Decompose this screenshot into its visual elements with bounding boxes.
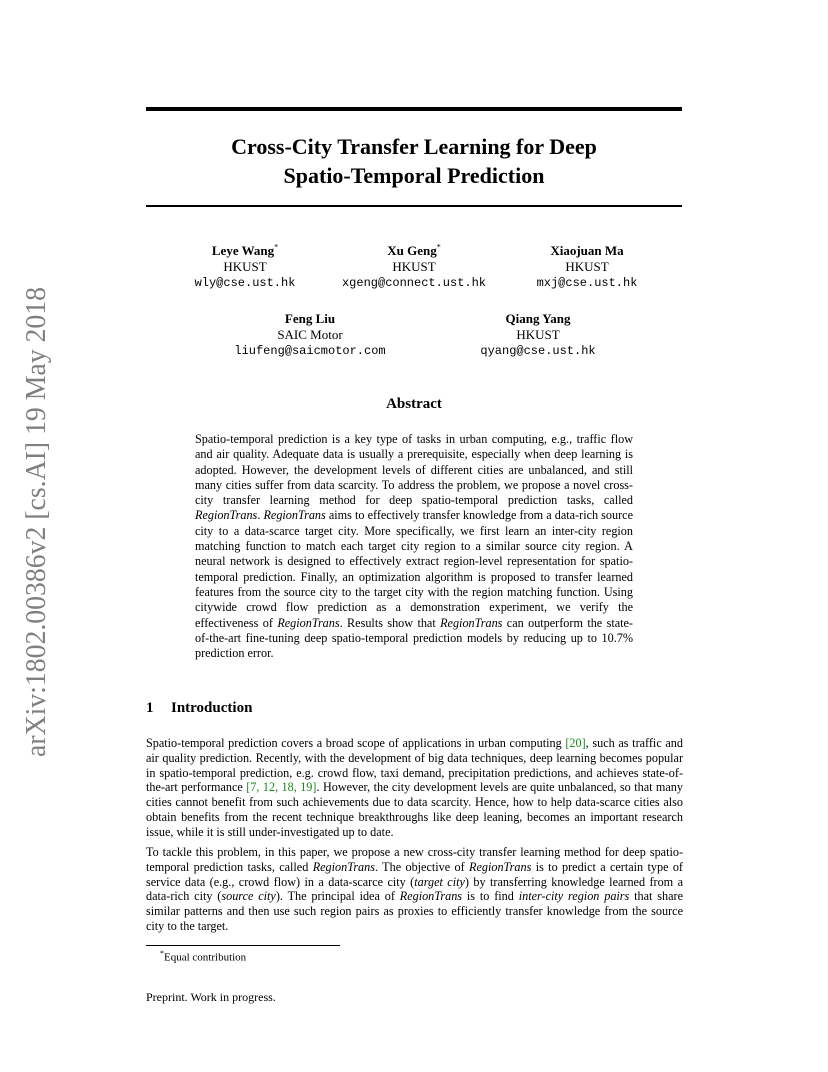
paragraph-text: . However, the city development levels are quite unbalanced, so that many cities cannot benefit from such achievements due to data scarcity. Hence, how to help data-scarce cities also obtain benefits from the recent technique breakthroughs like deep leaning, becomes an important research issue, while it is still under-investigated up to date. bbox=[146, 780, 683, 839]
footnote-rule bbox=[146, 945, 340, 946]
author-block bbox=[512, 243, 662, 291]
method-name: RegionTrans bbox=[312, 859, 375, 874]
method-name: RegionTrans bbox=[469, 859, 532, 874]
term-emphasis: target city bbox=[414, 874, 465, 889]
section-title: Introduction bbox=[171, 700, 253, 716]
method-name: RegionTrans bbox=[277, 615, 340, 630]
abstract-heading: Abstract bbox=[386, 396, 442, 412]
title-line-2: Spatio-Temporal Prediction bbox=[283, 163, 545, 188]
author-mark: * bbox=[436, 242, 441, 252]
abstract-text-part: Spatio-temporal prediction is a key type of tasks in urban computing, e.g., traffic flow and air quality. Adequate data is usually a prerequisite, especially when deep learning is adopted. However, the development levels of different cities are unbalanced, and still many cities suffer from data scarcity. To address the problem, we propose a novel cross-city transfer learning method for deep spatio-temporal prediction tasks, called bbox=[195, 432, 633, 508]
abstract-text-part: aims to effectively transfer knowledge from a data-rich source city to a data-scarce target city. More specifically, we first learn an inter-city region matching function to match each target city region to a similar source city region. A neural network is designed to effectively extract region-level representation for spatio-temporal prediction. Finally, an optimization algorithm is proposed to transfer learned features from the source city to the target city with the region matching function. Using citywide crowd flow prediction as a demonstration experiment, we verify the effectiveness of bbox=[195, 508, 633, 630]
author-affiliation: HKUST bbox=[392, 259, 436, 274]
intro-paragraph-1 bbox=[146, 736, 683, 840]
method-name: RegionTrans bbox=[263, 508, 326, 523]
author-block bbox=[175, 243, 315, 291]
paragraph-text: , such as traffic and air quality prediction. Recently, with the development of big data techniques, deep learning becomes popular in spatio-temporal prediction, e.g. crowd flow, taxi demand, precipitation predictions, and achieves state-of-the-art performance bbox=[146, 736, 683, 795]
abstract-text-part: . Results show that bbox=[339, 615, 441, 630]
author-email: qyang@cse.ust.hk bbox=[480, 344, 596, 358]
author-block bbox=[225, 311, 395, 359]
author-affiliation: HKUST bbox=[223, 259, 267, 274]
author-email: wly@cse.ust.hk bbox=[194, 276, 296, 290]
paragraph-text: ). The principal idea of bbox=[275, 889, 400, 904]
author-name: Xiaojuan Ma bbox=[550, 243, 624, 258]
footnote-mark: * bbox=[160, 949, 164, 958]
paragraph-text: Spatio-temporal prediction covers a broad scope of applications in urban computing bbox=[146, 736, 566, 750]
arxiv-stamp-graphic bbox=[20, 287, 54, 757]
title-bottom-rule bbox=[146, 205, 682, 207]
method-name: RegionTrans bbox=[195, 508, 258, 523]
title-line-1: Cross-City Transfer Learning for Deep bbox=[231, 134, 597, 159]
author-name: Qiang Yang bbox=[505, 311, 571, 326]
author-email: liufeng@saicmotor.com bbox=[234, 344, 386, 358]
citation-link[interactable]: [7, 12, 18, 19] bbox=[246, 780, 317, 795]
intro-paragraph-2 bbox=[146, 845, 683, 934]
arxiv-stamp bbox=[20, 287, 54, 757]
author-block bbox=[468, 311, 608, 359]
paragraph-text: is to find bbox=[462, 889, 519, 904]
section-heading bbox=[146, 700, 252, 717]
author-name: Xu Geng bbox=[387, 243, 437, 258]
preprint-note: Preprint. Work in progress. bbox=[146, 990, 276, 1004]
term-emphasis: source city bbox=[221, 889, 276, 904]
abstract-text bbox=[195, 432, 633, 661]
author-affiliation: SAIC Motor bbox=[277, 327, 343, 342]
method-name: RegionTrans bbox=[440, 615, 503, 630]
citation-link[interactable]: [20] bbox=[565, 736, 586, 750]
footnote-text: Equal contribution bbox=[164, 951, 247, 964]
paragraph-text: that share similar patterns and then use such region pairs as proxies to efficiently transfer knowledge from the source city to the target. bbox=[146, 889, 683, 933]
paragraph-text: . The objective of bbox=[375, 859, 470, 874]
author-affiliation: HKUST bbox=[516, 327, 560, 342]
author-name: Leye Wang bbox=[211, 243, 275, 258]
paragraph-text: To tackle this problem, in this paper, we propose a new cross-city transfer learning method for deep spatio-temporal prediction tasks, called bbox=[146, 845, 683, 874]
author-name: Feng Liu bbox=[284, 311, 336, 326]
top-rule bbox=[146, 107, 682, 111]
paragraph-text: is to predict a certain type of service data (e.g., crowd flow) in a data-scarce city ( bbox=[146, 859, 683, 889]
method-name: RegionTrans bbox=[399, 889, 463, 904]
author-mark: * bbox=[274, 242, 279, 252]
footnote bbox=[160, 949, 246, 964]
paragraph-text: ) by transferring knowledge learned from a data-rich city ( bbox=[146, 874, 683, 904]
author-email: mxj@cse.ust.hk bbox=[536, 276, 638, 290]
abstract-text-part: can outperform the state-of-the-art fine-tuning deep spatio-temporal prediction models by reducing up to 10.7% prediction error. bbox=[195, 615, 633, 661]
paper-title bbox=[146, 132, 682, 190]
term-emphasis: inter-city region pairs bbox=[518, 889, 630, 904]
author-affiliation: HKUST bbox=[565, 259, 609, 274]
author-block bbox=[334, 243, 494, 291]
author-email: xgeng@connect.ust.hk bbox=[341, 276, 487, 290]
abstract-text-part: . bbox=[257, 508, 264, 523]
arxiv-stamp-text: arXiv:1802.00386v2 [cs.AI] 19 May 2018 bbox=[21, 287, 52, 757]
section-number: 1 bbox=[146, 700, 154, 716]
